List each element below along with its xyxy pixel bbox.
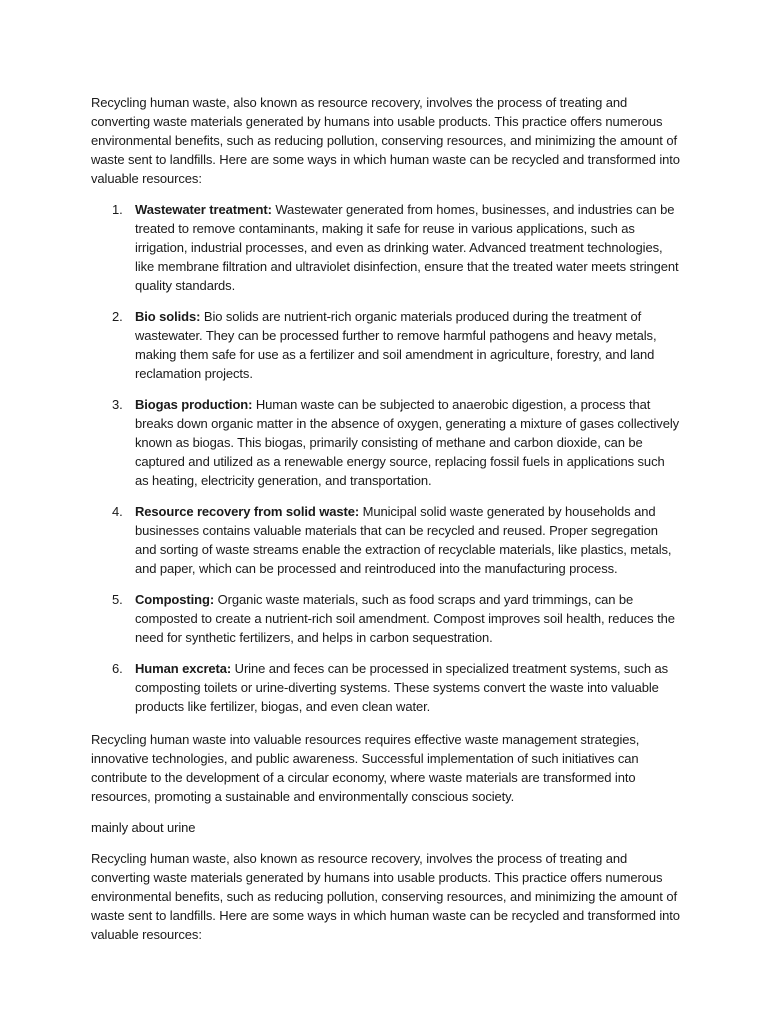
note-line: mainly about urine [91, 820, 196, 835]
list-item-number: 1. [112, 202, 123, 217]
list-item [91, 200, 681, 295]
list-item-text: Bio solids are nutrient-rich organic materials produced during the treatment of wastewater. They can be processed further to remove harmful pathogens and heavy metals, making them safe for use as a fertilizer and soil amendment in agriculture, forestry, and land reclamation projects. [135, 309, 657, 381]
list-item-text: Wastewater generated from homes, businesses, and industries can be treated to remove contaminants, making it safe for reuse in various applications, such as irrigation, industrial processes, and even as drinking water. Advanced treatment technologies, like membrane filtration and ultraviolet disinfection, ensure that the treated water meets stringent quality standards. [135, 202, 679, 293]
intro-paragraph: Recycling human waste, also known as resource recovery, involves the process of treating and converting waste materials generated by humans into usable products. This practice offers numerous environmental benefits, such as reducing pollution, conserving resources, and minimizing the amount of waste sent to landfills. Here are some ways in which human waste can be recycled and transformed into valuable resources: [91, 95, 680, 186]
list-item [91, 307, 681, 383]
list-item-term: Human excreta: [135, 661, 232, 676]
list-item-number: 6. [112, 661, 123, 676]
conclusion-paragraph: Recycling human waste into valuable resources requires effective waste management strategies, innovative technologies, and public awareness. Successful implementation of such initiatives can contribute to the development of a circular economy, where waste materials are transformed into resources, promoting a sustainable and environmentally conscious society. [91, 732, 640, 804]
list-item-number: 2. [112, 309, 123, 324]
resource-list [91, 200, 681, 716]
document-page [91, 93, 681, 956]
list-item-term: Wastewater treatment: [135, 202, 272, 217]
list-item-term: Bio solids: [135, 309, 201, 324]
list-item-text: Human waste can be subjected to anaerobic digestion, a process that breaks down organic matter in the absence of oxygen, generating a mixture of gases collectively known as biogas. This biogas, primarily consisting of methane and carbon dioxide, can be captured and utilized as a renewable energy source, replacing fossil fuels in applications such as heating, electricity generation, and transportation. [135, 397, 680, 488]
list-item [91, 659, 681, 716]
list-item [91, 590, 681, 647]
list-item-number: 3. [112, 397, 123, 412]
list-item-term: Biogas production: [135, 397, 253, 412]
list-item-term: Resource recovery from solid waste: [135, 504, 360, 519]
list-item-term: Composting: [135, 592, 215, 607]
list-item [91, 395, 681, 490]
list-item-text: Organic waste materials, such as food scraps and yard trimmings, can be composted to create a nutrient-rich soil amendment. Compost improves soil health, reduces the need for synthetic fertilizers, and helps in carbon sequestration. [135, 592, 675, 645]
repeat-intro-paragraph: Recycling human waste, also known as resource recovery, involves the process of treating and converting waste materials generated by humans into usable products. This practice offers numerous environmental benefits, such as reducing pollution, conserving resources, and minimizing the amount of waste sent to landfills. Here are some ways in which human waste can be recycled and transformed into valuable resources: [91, 851, 680, 942]
list-item-text: Urine and feces can be processed in specialized treatment systems, such as composting toilets or urine-diverting systems. These systems convert the waste into valuable products like fertilizer, biogas, and even clean water. [135, 661, 669, 714]
list-item [91, 502, 681, 578]
list-item-number: 4. [112, 504, 123, 519]
list-item-number: 5. [112, 592, 123, 607]
list-item-text: Municipal solid waste generated by households and businesses contains valuable materials that can be recycled and reused. Proper segregation and sorting of waste streams enable the extraction of recyclable materials, like plastics, metals, and paper, which can be processed and reintroduced into the manufacturing process. [135, 504, 672, 576]
